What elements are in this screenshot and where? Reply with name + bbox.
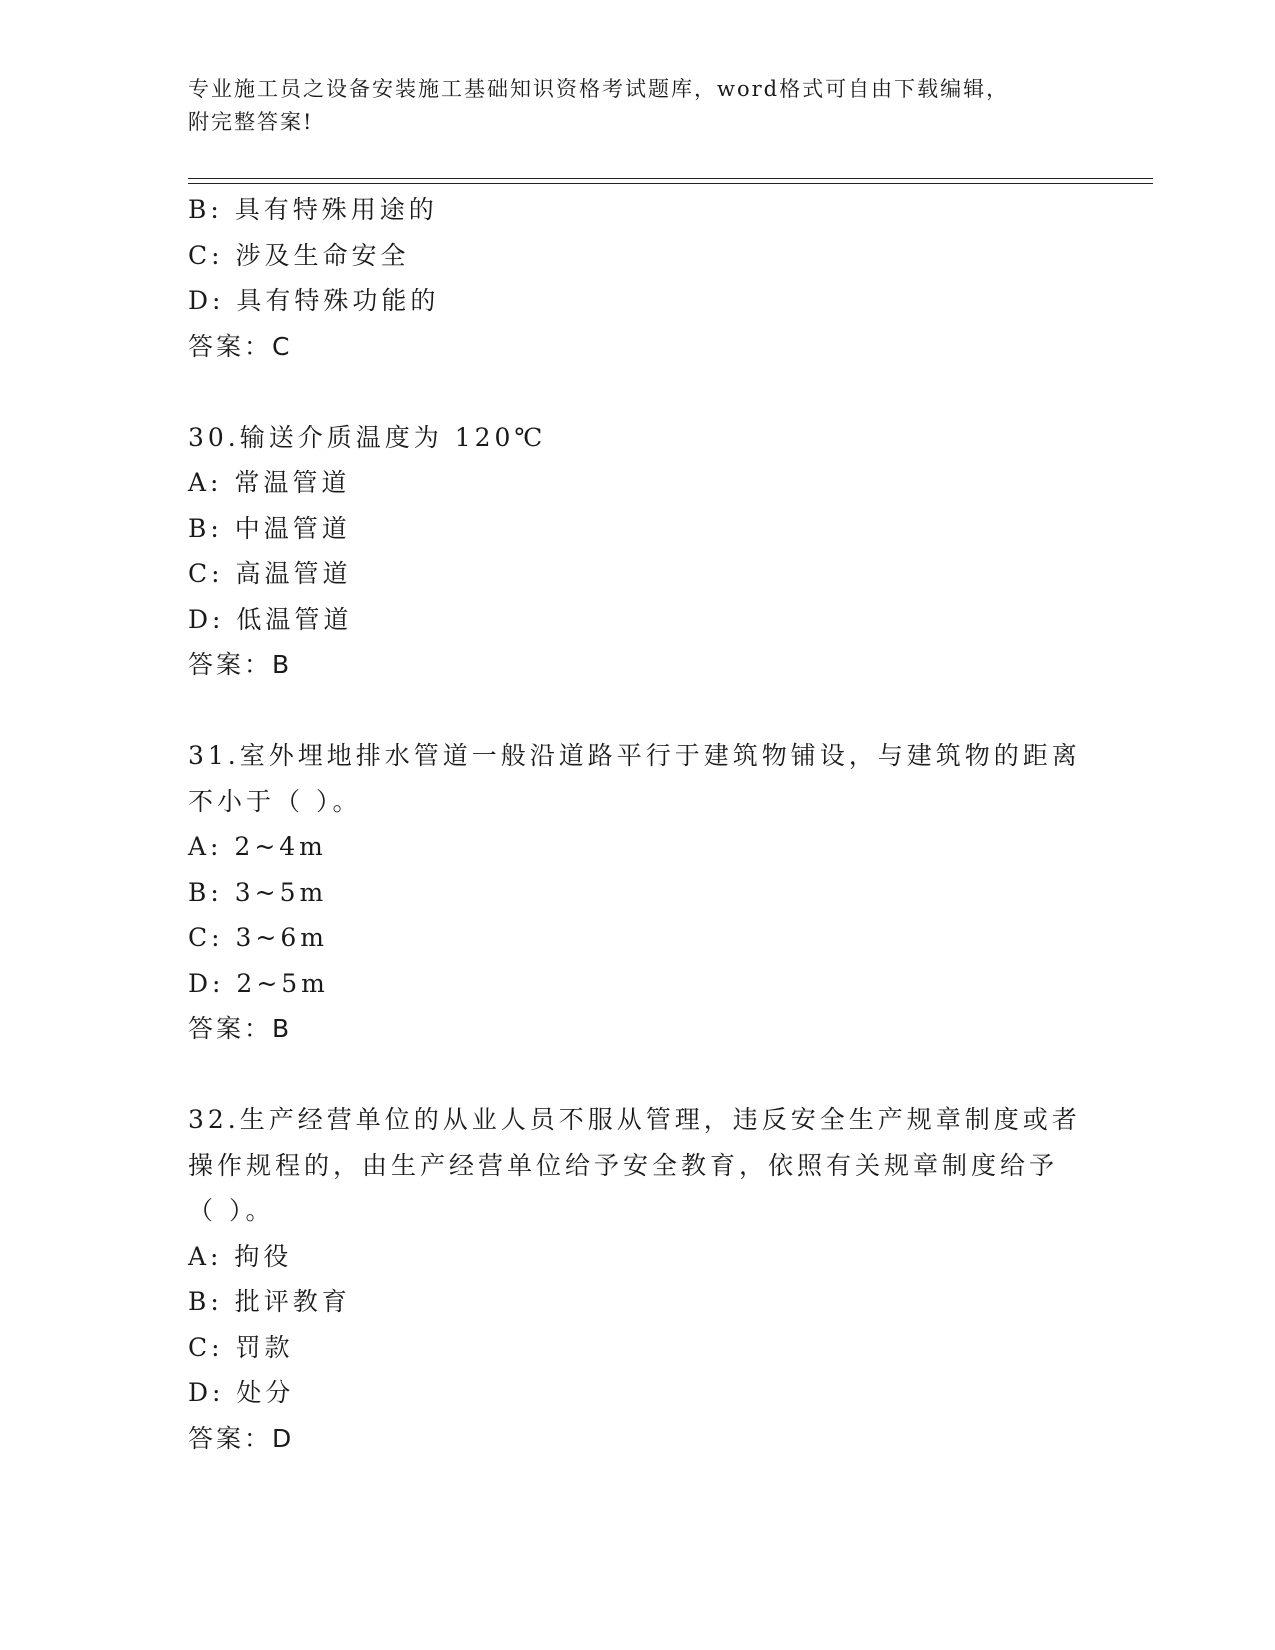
option-a: A: 常温管道: [188, 468, 351, 497]
option-b: B: 中温管道: [188, 513, 351, 543]
option-b: B: 批评教育: [188, 1287, 351, 1316]
question-text-line-1: 32.生产经营单位的从业人员不服从管理，违反安全生产规章制度或者: [188, 1105, 1081, 1134]
answer-label: 答案：B: [188, 650, 293, 679]
document-header: [188, 73, 1068, 139]
option-d: D: 2~5m: [188, 968, 329, 998]
spacer: [188, 369, 1088, 415]
option-d: D: 具有特殊功能的: [188, 286, 440, 315]
question-32: [188, 1097, 1088, 1461]
option-c: C: 高温管道: [188, 559, 352, 588]
answer-label: 答案：C: [188, 331, 293, 361]
spacer: [188, 688, 1088, 734]
option-c: C: 3~6m: [188, 923, 328, 952]
question-31: [188, 733, 1088, 1052]
question-text-line-1: 31.室外埋地排水管道一般沿道路平行于建筑物铺设，与建筑物的距离: [188, 741, 1081, 770]
question-text-line-3: （ ）。: [188, 1196, 275, 1225]
question-text: 30.输送介质温度为 120℃: [188, 422, 547, 452]
option-c: C: 罚款: [188, 1332, 294, 1362]
option-d: D: 处分: [188, 1378, 295, 1407]
option-d: D: 低温管道: [188, 604, 353, 634]
option-b: B: 具有特殊用途的: [188, 195, 438, 224]
header-line-2: 附完整答案!: [188, 110, 314, 134]
option-a: A: 拘役: [188, 1241, 293, 1271]
question-text-line-2: 操作规程的，由生产经营单位给予安全教育，依照有关规章制度给予: [188, 1150, 1059, 1180]
option-b: B: 3~5m: [188, 877, 328, 907]
option-c: C: 涉及生命安全: [188, 240, 410, 270]
option-a: A: 2~4m: [188, 832, 327, 861]
header-line-1: 专业施工员之设备安装施工基础知识资格考试题库，word格式可自由下载编辑，: [188, 77, 1010, 101]
question-content: [188, 187, 1088, 1461]
spacer: [188, 1052, 1088, 1098]
header-divider-top: [188, 178, 1153, 179]
question-30: [188, 415, 1088, 688]
answer-label: 答案：D: [188, 1423, 295, 1453]
question-text-line-2: 不小于（ ）。: [188, 786, 362, 816]
header-divider-bottom: [188, 183, 1153, 184]
answer-label: 答案：B: [188, 1014, 293, 1043]
previous-question-block: [188, 187, 1088, 369]
